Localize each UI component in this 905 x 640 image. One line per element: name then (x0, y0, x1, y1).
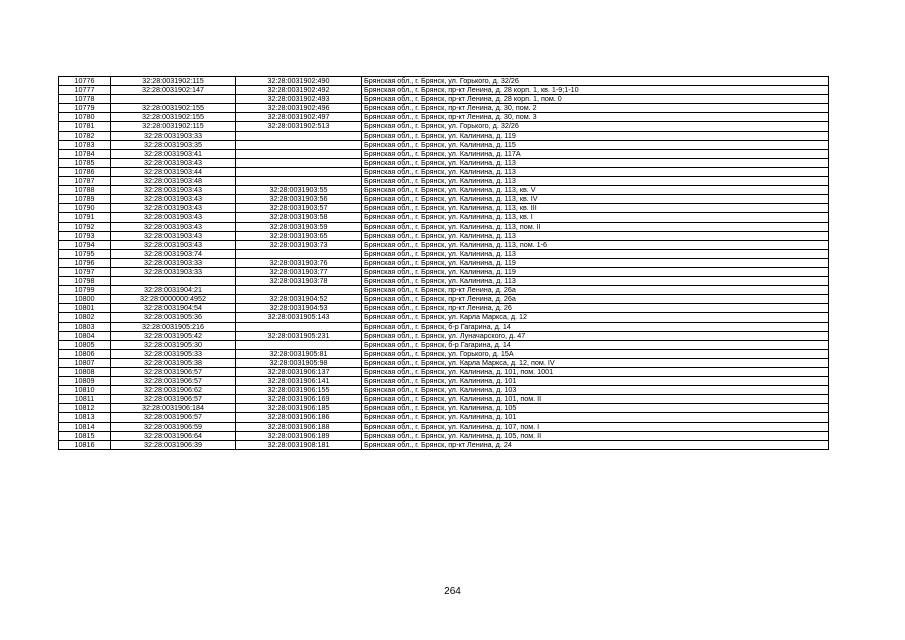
object-number-cell: 32:28:0031903:76 (236, 258, 362, 267)
row-number-cell: 10807 (59, 358, 111, 367)
row-number-cell: 10799 (59, 286, 111, 295)
object-number-cell: 32:28:0031906:169 (236, 395, 362, 404)
cadastral-number-cell: 32:28:0031904:21 (111, 286, 236, 295)
row-number-cell: 10814 (59, 422, 111, 431)
table-row (59, 95, 829, 104)
row-number-cell: 10791 (59, 213, 111, 222)
cadastral-number-cell: 32:28:0031905:42 (111, 331, 236, 340)
cadastral-number-cell: 32:28:0031903:43 (111, 222, 236, 231)
table-row (59, 368, 829, 377)
object-number-cell: 32:28:0031902:497 (236, 113, 362, 122)
cadastral-number-cell: 32:28:0031902:115 (111, 77, 236, 86)
object-number-cell: 32:28:0031902:493 (236, 95, 362, 104)
address-cell: Брянская обл., г. Брянск, ул. Калинина, д. 113 (362, 231, 829, 240)
row-number-cell: 10810 (59, 386, 111, 395)
address-cell: Брянская обл., г. Брянск, ул. Горького, д. 32/26 (362, 77, 829, 86)
address-cell: Брянская обл., г. Брянск, пр-кт Ленина, д. 26а (362, 286, 829, 295)
address-cell: Брянская обл., г. Брянск, ул. Калинина, д. 105 (362, 404, 829, 413)
object-number-cell: 32:28:0031906:137 (236, 368, 362, 377)
object-number-cell (236, 177, 362, 186)
object-number-cell: 32:28:0031905:143 (236, 313, 362, 322)
object-number-cell (236, 340, 362, 349)
table-row (59, 131, 829, 140)
address-cell: Брянская обл., г. Брянск, ул. Луначарского, д. 47 (362, 331, 829, 340)
row-number-cell: 10792 (59, 222, 111, 231)
address-cell: Брянская обл., г. Брянск, пр-кт Ленина, д. 30, пом. 2 (362, 104, 829, 113)
table-row (59, 349, 829, 358)
object-number-cell: 32:28:0031902:490 (236, 77, 362, 86)
row-number-cell: 10813 (59, 413, 111, 422)
table-row (59, 404, 829, 413)
table-row (59, 158, 829, 167)
cadastral-number-cell: 32:28:0031905:36 (111, 313, 236, 322)
row-number-cell: 10798 (59, 277, 111, 286)
table-row (59, 440, 829, 449)
page-number: 264 (444, 586, 461, 597)
row-number-cell: 10777 (59, 86, 111, 95)
cadastral-number-cell: 32:28:0031906:184 (111, 404, 236, 413)
address-cell: Брянская обл., г. Брянск, ул. Калинина, д. 101 (362, 413, 829, 422)
table-row (59, 322, 829, 331)
cadastral-number-cell: 32:28:0031903:33 (111, 258, 236, 267)
row-number-cell: 10793 (59, 231, 111, 240)
cadastral-number-cell: 32:28:0031902:115 (111, 122, 236, 131)
table-row (59, 195, 829, 204)
table-row (59, 113, 829, 122)
row-number-cell: 10803 (59, 322, 111, 331)
object-number-cell: 32:28:0031906:186 (236, 413, 362, 422)
object-number-cell: 32:28:0031906:188 (236, 422, 362, 431)
table-row (59, 104, 829, 113)
object-number-cell (236, 167, 362, 176)
table-row (59, 277, 829, 286)
address-cell: Брянская обл., г. Брянск, пр-кт Ленина, д. 26 (362, 304, 829, 313)
address-cell: Брянская обл., г. Брянск, ул. Калинина, д. 101 (362, 377, 829, 386)
table-row (59, 422, 829, 431)
address-cell: Брянская обл., г. Брянск, ул. Горького, д. 15А (362, 349, 829, 358)
table-row (59, 186, 829, 195)
address-cell: Брянская обл., г. Брянск, ул. Калинина, д. 113, кв. III (362, 204, 829, 213)
table-row (59, 313, 829, 322)
cadastral-number-cell (111, 95, 236, 104)
object-number-cell: 32:28:0031902:513 (236, 122, 362, 131)
address-cell: Брянская обл., г. Брянск, ул. Калинина, д. 119 (362, 131, 829, 140)
address-cell: Брянская обл., г. Брянск, ул. Калинина, д. 107, пом. I (362, 422, 829, 431)
cadastral-number-cell: 32:28:0031903:33 (111, 267, 236, 276)
address-cell: Брянская обл., г. Брянск, ул. Калинина, д. 113, пом. 1-6 (362, 240, 829, 249)
table-row (59, 304, 829, 313)
object-number-cell: 32:28:0031906:141 (236, 377, 362, 386)
address-cell: Брянская обл., г. Брянск, пр-кт Ленина, д. 26а (362, 295, 829, 304)
address-cell: Брянская обл., г. Брянск, ул. Калинина, д. 113 (362, 249, 829, 258)
object-number-cell: 32:28:0031905:98 (236, 358, 362, 367)
table-row (59, 386, 829, 395)
object-number-cell (236, 286, 362, 295)
object-number-cell (236, 322, 362, 331)
address-cell: Брянская обл., г. Брянск, ул. Калинина, д. 105, пом. II (362, 431, 829, 440)
cadastral-number-cell: 32:28:0000000:4952 (111, 295, 236, 304)
cadastral-number-cell: 32:28:0031906:57 (111, 377, 236, 386)
table-row (59, 340, 829, 349)
table-row (59, 331, 829, 340)
address-cell: Брянская обл., г. Брянск, ул. Калинина, д. 113 (362, 167, 829, 176)
table-row (59, 222, 829, 231)
row-number-cell: 10787 (59, 177, 111, 186)
row-number-cell: 10779 (59, 104, 111, 113)
row-number-cell: 10783 (59, 140, 111, 149)
cadastral-number-cell: 32:28:0031903:48 (111, 177, 236, 186)
address-cell: Брянская обл., г. Брянск, ул. Калинина, д. 119 (362, 258, 829, 267)
cadastral-number-cell: 32:28:0031905:216 (111, 322, 236, 331)
address-cell: Брянская обл., г. Брянск, ул. Калинина, д. 101, пом. II (362, 395, 829, 404)
row-number-cell: 10789 (59, 195, 111, 204)
row-number-cell: 10796 (59, 258, 111, 267)
cadastral-number-cell: 32:28:0031904:54 (111, 304, 236, 313)
row-number-cell: 10790 (59, 204, 111, 213)
object-number-cell: 32:28:0031903:58 (236, 213, 362, 222)
cadastral-number-cell: 32:28:0031903:43 (111, 204, 236, 213)
cadastral-number-cell: 32:28:0031906:39 (111, 440, 236, 449)
object-number-cell: 32:28:0031903:57 (236, 204, 362, 213)
row-number-cell: 10806 (59, 349, 111, 358)
cadastral-number-cell: 32:28:0031906:57 (111, 395, 236, 404)
address-cell: Брянская обл., г. Брянск, ул. Горького, д. 32/26 (362, 122, 829, 131)
table-row (59, 286, 829, 295)
table-row (59, 204, 829, 213)
table-row (59, 295, 829, 304)
table-row (59, 249, 829, 258)
object-number-cell: 32:28:0031903:59 (236, 222, 362, 231)
table-row (59, 240, 829, 249)
row-number-cell: 10795 (59, 249, 111, 258)
row-number-cell: 10809 (59, 377, 111, 386)
address-cell: Брянская обл., г. Брянск, пр-кт Ленина, д. 28 корп. 1, пом. 0 (362, 95, 829, 104)
table-row (59, 231, 829, 240)
table-row (59, 431, 829, 440)
table-row (59, 86, 829, 95)
row-number-cell: 10784 (59, 149, 111, 158)
cadastral-number-cell: 32:28:0031903:74 (111, 249, 236, 258)
object-number-cell: 32:28:0031906:189 (236, 431, 362, 440)
table-row (59, 77, 829, 86)
row-number-cell: 10802 (59, 313, 111, 322)
cadastral-number-cell: 32:28:0031902:155 (111, 104, 236, 113)
row-number-cell: 10788 (59, 186, 111, 195)
address-cell: Брянская обл., г. Брянск, ул. Калинина, д. 115 (362, 140, 829, 149)
cadastral-number-cell: 32:28:0031903:41 (111, 149, 236, 158)
object-number-cell: 32:28:0031903:56 (236, 195, 362, 204)
address-cell: Брянская обл., г. Брянск, б-р Гагарина, д. 14 (362, 340, 829, 349)
row-number-cell: 10800 (59, 295, 111, 304)
table-body (59, 77, 829, 450)
cadastral-number-cell: 32:28:0031903:35 (111, 140, 236, 149)
cadastral-number-cell: 32:28:0031906:64 (111, 431, 236, 440)
object-number-cell: 32:28:0031903:78 (236, 277, 362, 286)
object-number-cell: 32:28:0031902:492 (236, 86, 362, 95)
table-row (59, 177, 829, 186)
table-row (59, 149, 829, 158)
object-number-cell: 32:28:0031903:73 (236, 240, 362, 249)
cadastral-number-cell: 32:28:0031906:59 (111, 422, 236, 431)
row-number-cell: 10786 (59, 167, 111, 176)
object-number-cell (236, 140, 362, 149)
cadastral-number-cell: 32:28:0031903:43 (111, 158, 236, 167)
cadastral-number-cell: 32:28:0031906:62 (111, 386, 236, 395)
address-cell: Брянская обл., г. Брянск, ул. Калинина, д. 113, кв. V (362, 186, 829, 195)
row-number-cell: 10804 (59, 331, 111, 340)
address-cell: Брянская обл., г. Брянск, ул. Калинина, д. 117А (362, 149, 829, 158)
address-cell: Брянская обл., г. Брянск, ул. Калинина, д. 113 (362, 177, 829, 186)
row-number-cell: 10816 (59, 440, 111, 449)
row-number-cell: 10782 (59, 131, 111, 140)
row-number-cell: 10785 (59, 158, 111, 167)
address-cell: Брянская обл., г. Брянск, пр-кт Ленина, д. 24 (362, 440, 829, 449)
address-cell: Брянская обл., г. Брянск, ул. Карла Маркса, д. 12, пом. IV (362, 358, 829, 367)
cadastral-number-cell: 32:28:0031906:57 (111, 368, 236, 377)
cadastral-number-cell: 32:28:0031903:44 (111, 167, 236, 176)
cadastral-number-cell: 32:28:0031903:43 (111, 213, 236, 222)
table-row (59, 377, 829, 386)
object-number-cell: 32:28:0031903:77 (236, 267, 362, 276)
object-number-cell: 32:28:0031908:181 (236, 440, 362, 449)
address-cell: Брянская обл., г. Брянск, ул. Калинина, д. 113 (362, 277, 829, 286)
object-number-cell (236, 249, 362, 258)
address-cell: Брянская обл., г. Брянск, ул. Калинина, д. 113 (362, 158, 829, 167)
address-cell: Брянская обл., г. Брянск, пр-кт Ленина, д. 30, пом. 3 (362, 113, 829, 122)
object-number-cell (236, 149, 362, 158)
row-number-cell: 10778 (59, 95, 111, 104)
row-number-cell: 10808 (59, 368, 111, 377)
table-row (59, 213, 829, 222)
address-cell: Брянская обл., г. Брянск, ул. Калинина, д. 113, кв. IV (362, 195, 829, 204)
row-number-cell: 10801 (59, 304, 111, 313)
cadastral-number-cell: 32:28:0031902:155 (111, 113, 236, 122)
cadastral-table (58, 76, 829, 450)
row-number-cell: 10797 (59, 267, 111, 276)
cadastral-number-cell (111, 277, 236, 286)
table-row (59, 395, 829, 404)
object-number-cell: 32:28:0031905:81 (236, 349, 362, 358)
table-row (59, 267, 829, 276)
cadastral-number-cell: 32:28:0031903:43 (111, 195, 236, 204)
address-cell: Брянская обл., г. Брянск, ул. Калинина, д. 103 (362, 386, 829, 395)
table-row (59, 122, 829, 131)
address-cell: Брянская обл., г. Брянск, ул. Калинина, д. 113, кв. I (362, 213, 829, 222)
table-row (59, 167, 829, 176)
row-number-cell: 10812 (59, 404, 111, 413)
object-number-cell: 32:28:0031903:55 (236, 186, 362, 195)
address-cell: Брянская обл., г. Брянск, б-р Гагарина, д. 14 (362, 322, 829, 331)
row-number-cell: 10815 (59, 431, 111, 440)
cadastral-number-cell: 32:28:0031903:43 (111, 240, 236, 249)
object-number-cell: 32:28:0031904:53 (236, 304, 362, 313)
object-number-cell: 32:28:0031904:52 (236, 295, 362, 304)
address-cell: Брянская обл., г. Брянск, ул. Карла Маркса, д. 12 (362, 313, 829, 322)
cadastral-number-cell: 32:28:0031906:57 (111, 413, 236, 422)
cadastral-number-cell: 32:28:0031903:43 (111, 231, 236, 240)
address-cell: Брянская обл., г. Брянск, пр-кт Ленина, д. 28 корп. 1, кв. 1-9;1-10 (362, 86, 829, 95)
object-number-cell: 32:28:0031905:231 (236, 331, 362, 340)
table-row (59, 140, 829, 149)
row-number-cell: 10805 (59, 340, 111, 349)
cadastral-number-cell: 32:28:0031905:30 (111, 340, 236, 349)
table-row (59, 258, 829, 267)
cadastral-number-cell: 32:28:0031902:147 (111, 86, 236, 95)
object-number-cell (236, 131, 362, 140)
cadastral-number-cell: 32:28:0031905:38 (111, 358, 236, 367)
address-cell: Брянская обл., г. Брянск, ул. Калинина, д. 101, пом. 1001 (362, 368, 829, 377)
object-number-cell: 32:28:0031903:65 (236, 231, 362, 240)
row-number-cell: 10781 (59, 122, 111, 131)
cadastral-number-cell: 32:28:0031903:33 (111, 131, 236, 140)
row-number-cell: 10794 (59, 240, 111, 249)
table-row (59, 413, 829, 422)
document-sheet (58, 76, 829, 450)
object-number-cell (236, 158, 362, 167)
table-row (59, 358, 829, 367)
address-cell: Брянская обл., г. Брянск, ул. Калинина, д. 113, пом. II (362, 222, 829, 231)
address-cell: Брянская обл., г. Брянск, ул. Калинина, д. 119 (362, 267, 829, 276)
cadastral-number-cell: 32:28:0031905:33 (111, 349, 236, 358)
object-number-cell: 32:28:0031902:496 (236, 104, 362, 113)
cadastral-number-cell: 32:28:0031903:43 (111, 186, 236, 195)
object-number-cell: 32:28:0031906:155 (236, 386, 362, 395)
row-number-cell: 10776 (59, 77, 111, 86)
row-number-cell: 10811 (59, 395, 111, 404)
row-number-cell: 10780 (59, 113, 111, 122)
object-number-cell: 32:28:0031906:185 (236, 404, 362, 413)
